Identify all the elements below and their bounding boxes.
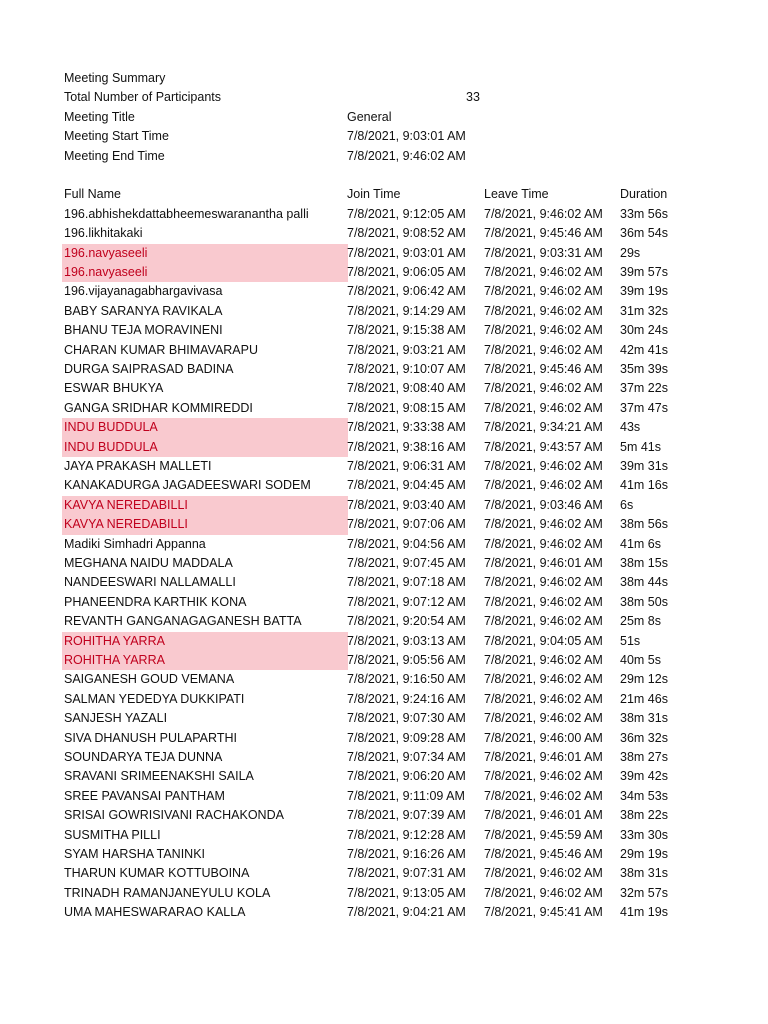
leave-time: 7/8/2021, 9:46:02 AM — [484, 400, 603, 415]
participant-name: SRAVANI SRIMEENAKSHI SAILA — [64, 769, 254, 784]
duration: 41m 19s — [620, 905, 668, 920]
duration: 38m 22s — [620, 808, 668, 823]
duration: 41m 6s — [620, 536, 661, 551]
leave-time: 7/8/2021, 9:46:02 AM — [484, 323, 603, 338]
duration: 21m 46s — [620, 691, 668, 706]
join-time: 7/8/2021, 9:16:50 AM — [347, 672, 466, 687]
table-row — [0, 864, 768, 883]
duration: 29m 19s — [620, 847, 668, 861]
participant-name: ROHITHA YARRA — [62, 632, 348, 651]
join-time: 7/8/2021, 9:38:16 AM — [347, 439, 466, 454]
join-time: 7/8/2021, 9:13:05 AM — [347, 885, 466, 900]
join-time: 7/8/2021, 9:07:34 AM — [347, 750, 466, 764]
table-row — [0, 651, 768, 670]
join-time: 7/8/2021, 9:07:31 AM — [347, 866, 466, 881]
duration: 38m 56s — [620, 517, 668, 532]
join-time: 7/8/2021, 9:06:20 AM — [347, 769, 466, 784]
join-time: 7/8/2021, 9:06:05 AM — [347, 265, 466, 279]
leave-time: 7/8/2021, 9:46:02 AM — [484, 672, 603, 687]
participant-name: THARUN KUMAR KOTTUBOINA — [64, 866, 250, 881]
leave-time: 7/8/2021, 9:46:02 AM — [484, 614, 603, 629]
leave-time: 7/8/2021, 9:46:02 AM — [484, 265, 603, 279]
duration: 41m 16s — [620, 478, 668, 493]
participant-name: INDU BUDDULA — [62, 438, 348, 457]
leave-time: 7/8/2021, 9:46:02 AM — [484, 691, 603, 706]
duration: 39m 31s — [620, 459, 668, 473]
participant-name: SAIGANESH GOUD VEMANA — [64, 672, 235, 687]
participant-name: KANAKADURGA JAGADEESWARI SODEM — [64, 478, 311, 493]
participant-name: DURGA SAIPRASAD BADINA — [64, 362, 234, 376]
join-time: 7/8/2021, 9:15:38 AM — [347, 323, 466, 338]
table-row — [0, 457, 768, 476]
table-row — [0, 748, 768, 767]
meeting-title-label: Meeting Title — [64, 109, 135, 124]
participant-name: JAYA PRAKASH MALLETI — [64, 459, 212, 473]
participant-name: GANGA SRIDHAR KOMMIREDDI — [64, 400, 253, 415]
table-row — [0, 573, 768, 592]
duration: 5m 41s — [620, 439, 661, 454]
join-time: 7/8/2021, 9:06:31 AM — [347, 459, 466, 473]
participant-name: 196.likhitakaki — [64, 226, 143, 241]
duration: 36m 54s — [620, 226, 668, 241]
join-time: 7/8/2021, 9:07:06 AM — [347, 517, 466, 532]
participant-name: KAVYA NEREDABILLI — [62, 515, 348, 534]
duration: 39m 57s — [620, 265, 668, 279]
start-time-label: Meeting Start Time — [64, 129, 169, 144]
join-time: 7/8/2021, 9:06:42 AM — [347, 284, 466, 299]
table-row — [0, 282, 768, 301]
leave-time: 7/8/2021, 9:46:02 AM — [484, 575, 603, 590]
leave-time: 7/8/2021, 9:46:02 AM — [484, 866, 603, 881]
participants-label: Total Number of Participants — [64, 90, 222, 105]
join-time: 7/8/2021, 9:07:39 AM — [347, 808, 466, 823]
join-time: 7/8/2021, 9:09:28 AM — [347, 730, 466, 745]
participant-name: 196.abhishekdattabheemeswaranantha palli — [64, 206, 309, 221]
end-time-row — [0, 147, 768, 166]
leave-time: 7/8/2021, 9:46:01 AM — [484, 750, 603, 764]
table-row — [0, 244, 768, 263]
participant-name: MEGHANA NAIDU MADDALA — [64, 556, 233, 570]
table-row — [0, 263, 768, 282]
leave-time: 7/8/2021, 9:45:46 AM — [484, 362, 603, 376]
table-row — [0, 767, 768, 786]
join-time: 7/8/2021, 9:16:26 AM — [347, 847, 466, 861]
end-time-label: Meeting End Time — [64, 148, 165, 163]
duration: 33m 56s — [620, 206, 668, 221]
join-time: 7/8/2021, 9:07:30 AM — [347, 711, 466, 726]
join-time: 7/8/2021, 9:12:05 AM — [347, 206, 466, 221]
duration: 29s — [620, 245, 641, 260]
join-time: 7/8/2021, 9:08:15 AM — [347, 400, 466, 415]
leave-time: 7/8/2021, 9:46:00 AM — [484, 730, 603, 745]
join-time: 7/8/2021, 9:11:09 AM — [347, 788, 465, 803]
start-time-value: 7/8/2021, 9:03:01 AM — [347, 129, 466, 144]
join-time: 7/8/2021, 9:07:12 AM — [347, 594, 466, 609]
participant-name: NANDEESWARI NALLAMALLI — [64, 575, 236, 590]
join-time: 7/8/2021, 9:08:40 AM — [347, 381, 466, 396]
participant-name: SALMAN YEDEDYA DUKKIPATI — [64, 691, 245, 706]
table-row — [0, 806, 768, 825]
join-time: 7/8/2021, 9:07:18 AM — [347, 575, 466, 590]
leave-time: 7/8/2021, 9:46:02 AM — [484, 517, 603, 532]
join-time: 7/8/2021, 9:08:52 AM — [347, 226, 466, 241]
join-time: 7/8/2021, 9:12:28 AM — [347, 827, 466, 842]
leave-time: 7/8/2021, 9:46:02 AM — [484, 342, 603, 357]
table-row — [0, 729, 768, 748]
participant-name: KAVYA NEREDABILLI — [62, 496, 348, 515]
participant-name: ESWAR BHUKYA — [64, 381, 164, 396]
join-time: 7/8/2021, 9:03:40 AM — [347, 497, 466, 512]
meeting-title-row — [0, 108, 768, 127]
participant-name: REVANTH GANGANAGAGANESH BATTA — [64, 614, 302, 629]
participant-name: SUSMITHA PILLI — [64, 827, 161, 842]
duration: 38m 44s — [620, 575, 668, 590]
table-row — [0, 903, 768, 922]
table-row — [0, 321, 768, 340]
leave-time: 7/8/2021, 9:46:02 AM — [484, 303, 603, 318]
participant-name: SOUNDARYA TEJA DUNNA — [64, 750, 223, 764]
table-row — [0, 379, 768, 398]
duration: 32m 57s — [620, 885, 668, 900]
duration: 38m 50s — [620, 594, 668, 609]
participant-name: ROHITHA YARRA — [62, 651, 348, 670]
leave-time: 7/8/2021, 9:43:57 AM — [484, 439, 603, 454]
header-full-name: Full Name — [64, 187, 121, 202]
participants-row — [0, 88, 768, 107]
leave-time: 7/8/2021, 9:46:02 AM — [484, 711, 603, 726]
leave-time: 7/8/2021, 9:46:02 AM — [484, 788, 603, 803]
table-row — [0, 632, 768, 651]
table-row — [0, 224, 768, 243]
join-time: 7/8/2021, 9:05:56 AM — [347, 653, 466, 667]
summary-heading: Meeting Summary — [64, 71, 166, 85]
meeting-title-value: General — [347, 109, 392, 124]
participant-name: SYAM HARSHA TANINKI — [64, 847, 206, 861]
leave-time: 7/8/2021, 9:46:01 AM — [484, 808, 603, 823]
table-row — [0, 670, 768, 689]
leave-time: 7/8/2021, 9:04:05 AM — [484, 633, 603, 648]
leave-time: 7/8/2021, 9:03:31 AM — [484, 245, 603, 260]
table-row — [0, 496, 768, 515]
table-row — [0, 593, 768, 612]
participant-name: SIVA DHANUSH PULAPARTHI — [64, 730, 237, 745]
participant-name: CHARAN KUMAR BHIMAVARAPU — [64, 342, 259, 357]
leave-time: 7/8/2021, 9:46:02 AM — [484, 284, 603, 299]
join-time: 7/8/2021, 9:04:56 AM — [347, 536, 466, 551]
participants-value: 33 — [466, 90, 480, 105]
participant-name: SANJESH YAZALI — [64, 711, 168, 726]
duration: 38m 31s — [620, 866, 668, 881]
duration: 40m 5s — [620, 653, 661, 667]
duration: 38m 15s — [620, 556, 668, 570]
duration: 29m 12s — [620, 672, 668, 687]
table-row — [0, 341, 768, 360]
table-row — [0, 476, 768, 495]
leave-time: 7/8/2021, 9:45:46 AM — [484, 847, 603, 861]
table-row — [0, 302, 768, 321]
duration: 39m 42s — [620, 769, 668, 784]
leave-time: 7/8/2021, 9:46:02 AM — [484, 459, 603, 473]
join-time: 7/8/2021, 9:24:16 AM — [347, 691, 466, 706]
leave-time: 7/8/2021, 9:46:02 AM — [484, 536, 603, 551]
participant-name: SRISAI GOWRISIVANI RACHAKONDA — [64, 808, 284, 823]
table-header-row — [0, 185, 768, 204]
duration: 36m 32s — [620, 730, 668, 745]
join-time: 7/8/2021, 9:03:01 AM — [347, 245, 466, 260]
participant-name: 196.navyaseeli — [62, 244, 348, 263]
leave-time: 7/8/2021, 9:45:41 AM — [484, 905, 603, 920]
table-row — [0, 535, 768, 554]
leave-time: 7/8/2021, 9:46:02 AM — [484, 478, 603, 493]
leave-time: 7/8/2021, 9:45:46 AM — [484, 226, 603, 241]
participant-name: SREE PAVANSAI PANTHAM — [64, 788, 225, 803]
participant-name: TRINADH RAMANJANEYULU KOLA — [64, 885, 271, 900]
leave-time: 7/8/2021, 9:46:01 AM — [484, 556, 603, 570]
end-time-value: 7/8/2021, 9:46:02 AM — [347, 148, 466, 163]
duration: 38m 27s — [620, 750, 668, 764]
table-row — [0, 205, 768, 224]
table-row — [0, 418, 768, 437]
participant-name: Madiki Simhadri Appanna — [64, 536, 206, 551]
header-leave-time: Leave Time — [484, 187, 549, 202]
leave-time: 7/8/2021, 9:03:46 AM — [484, 497, 603, 512]
duration: 38m 31s — [620, 711, 668, 726]
participant-name: 196.navyaseeli — [62, 263, 348, 282]
leave-time: 7/8/2021, 9:34:21 AM — [484, 420, 603, 435]
table-row — [0, 399, 768, 418]
table-row — [0, 360, 768, 379]
join-time: 7/8/2021, 9:14:29 AM — [347, 303, 466, 318]
table-row — [0, 845, 768, 864]
duration: 42m 41s — [620, 342, 668, 357]
duration: 39m 19s — [620, 284, 668, 299]
join-time: 7/8/2021, 9:33:38 AM — [347, 420, 466, 435]
start-time-row — [0, 127, 768, 146]
participant-name: PHANEENDRA KARTHIK KONA — [64, 594, 247, 609]
leave-time: 7/8/2021, 9:46:02 AM — [484, 769, 603, 784]
table-row — [0, 787, 768, 806]
leave-time: 7/8/2021, 9:46:02 AM — [484, 885, 603, 900]
participant-name: UMA MAHESWARARAO KALLA — [64, 905, 246, 920]
join-time: 7/8/2021, 9:10:07 AM — [347, 362, 466, 376]
join-time: 7/8/2021, 9:07:45 AM — [347, 556, 466, 570]
participant-name: BABY SARANYA RAVIKALA — [64, 303, 223, 318]
duration: 34m 53s — [620, 788, 668, 803]
duration: 25m 8s — [620, 614, 661, 629]
leave-time: 7/8/2021, 9:46:02 AM — [484, 381, 603, 396]
duration: 6s — [620, 497, 634, 512]
table-row — [0, 612, 768, 631]
leave-time: 7/8/2021, 9:46:02 AM — [484, 206, 603, 221]
table-row — [0, 554, 768, 573]
duration: 37m 47s — [620, 400, 668, 415]
join-time: 7/8/2021, 9:20:54 AM — [347, 614, 466, 629]
join-time: 7/8/2021, 9:03:13 AM — [347, 633, 466, 648]
duration: 51s — [620, 633, 641, 648]
leave-time: 7/8/2021, 9:46:02 AM — [484, 653, 603, 667]
duration: 37m 22s — [620, 381, 668, 396]
join-time: 7/8/2021, 9:04:45 AM — [347, 478, 466, 493]
table-row — [0, 515, 768, 534]
join-time: 7/8/2021, 9:04:21 AM — [347, 905, 466, 920]
duration: 33m 30s — [620, 827, 668, 842]
table-row — [0, 709, 768, 728]
duration: 35m 39s — [620, 362, 668, 376]
table-row — [0, 884, 768, 903]
participant-name: INDU BUDDULA — [62, 418, 348, 437]
summary-heading-row — [0, 69, 768, 88]
join-time: 7/8/2021, 9:03:21 AM — [347, 342, 466, 357]
header-duration: Duration — [620, 187, 668, 202]
leave-time: 7/8/2021, 9:45:59 AM — [484, 827, 603, 842]
table-row — [0, 690, 768, 709]
duration: 43s — [620, 420, 641, 435]
table-row — [0, 826, 768, 845]
participant-name: 196.vijayanagabhargavivasa — [64, 284, 223, 299]
table-row — [0, 438, 768, 457]
duration: 30m 24s — [620, 323, 668, 338]
leave-time: 7/8/2021, 9:46:02 AM — [484, 594, 603, 609]
participant-name: BHANU TEJA MORAVINENI — [64, 323, 223, 338]
header-join-time: Join Time — [347, 187, 401, 202]
duration: 31m 32s — [620, 303, 668, 318]
